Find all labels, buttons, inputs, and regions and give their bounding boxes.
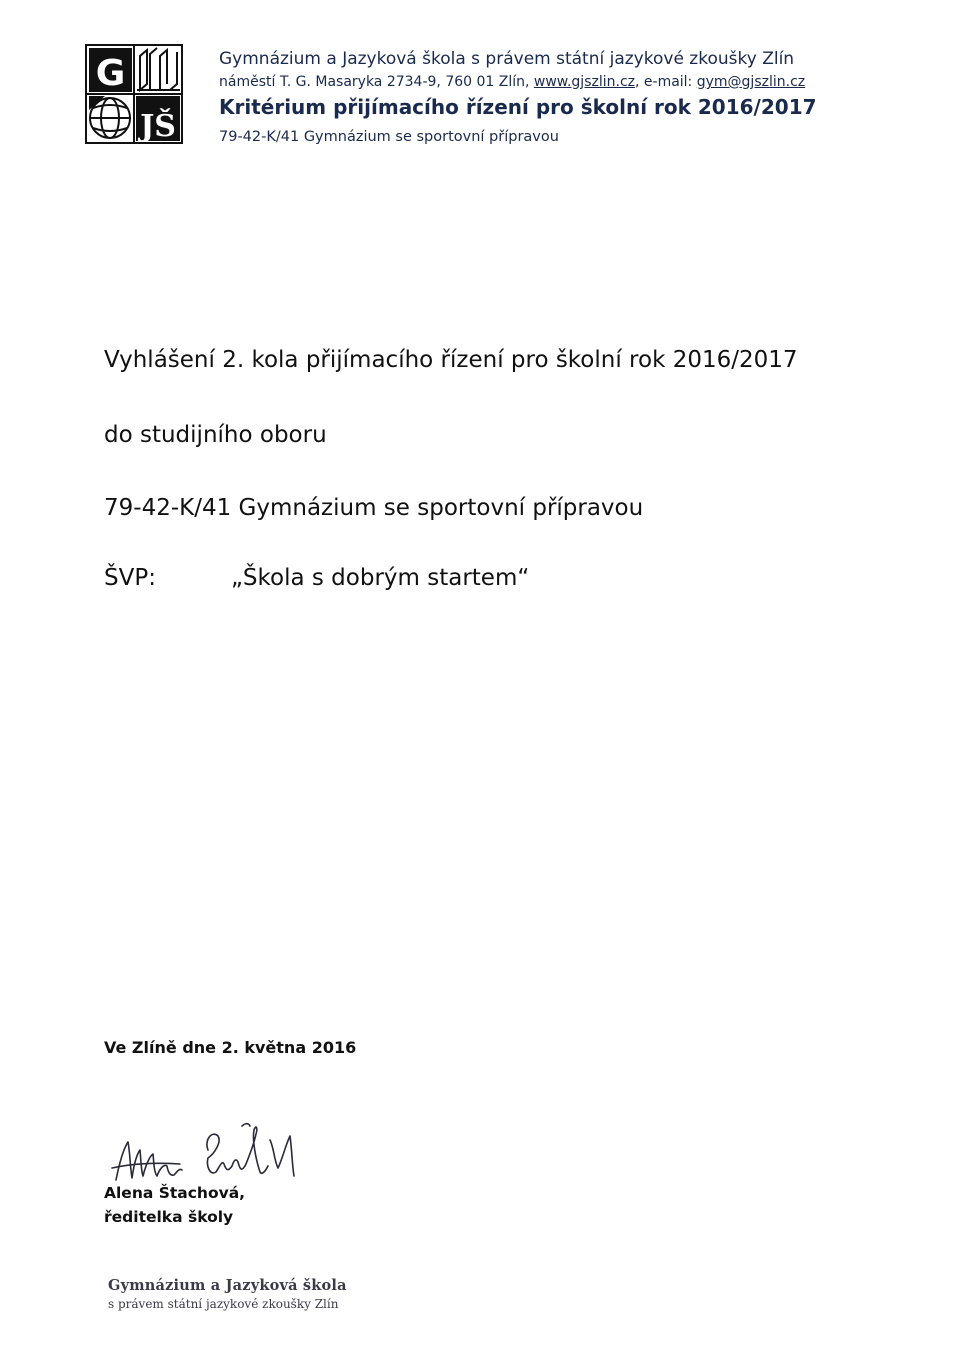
svg-text:G: G (95, 53, 126, 94)
document-date: Ve Zlíně dne 2. května 2016 (104, 1038, 357, 1057)
svg-text:JŠ: JŠ (140, 109, 176, 144)
stamp-line-1: Gymnázium a Jazyková škola (108, 1277, 347, 1294)
school-logo (85, 44, 183, 144)
school-address (219, 74, 805, 90)
header-title: Kritérium přijímacího řízení pro školní rok 2016/2017 (219, 95, 817, 119)
announcement-heading: Vyhlášení 2. kola přijímacího řízení pro školní rok 2016/2017 (104, 347, 798, 373)
address-text: náměstí T. G. Masaryka 2734-9, 760 01 Zlín, (219, 74, 534, 90)
announcement-field-label: do studijního oboru (104, 422, 327, 448)
svp-label: ŠVP: (104, 565, 156, 591)
email-link[interactable]: gym@gjszlin.cz (696, 74, 806, 90)
handwritten-signature (110, 1120, 315, 1190)
school-name: Gymnázium a Jazyková škola s právem státní jazykové zkoušky Zlín (219, 49, 795, 69)
web-link[interactable]: www.gjszlin.cz (533, 74, 635, 90)
signer-name: Alena Štachová, (104, 1184, 246, 1202)
signer-role: ředitelka školy (104, 1208, 234, 1226)
announcement-program: 79-42-K/41 Gymnázium se sportovní přípravou (104, 495, 644, 521)
email-label: , e-mail: (635, 74, 697, 90)
stamp-line-2: s právem státní jazykové zkoušky Zlín (108, 1297, 339, 1311)
header-program: 79-42-K/41 Gymnázium se sportovní přípravou (219, 129, 559, 145)
svp-value: „Škola s dobrým startem“ (231, 565, 530, 591)
